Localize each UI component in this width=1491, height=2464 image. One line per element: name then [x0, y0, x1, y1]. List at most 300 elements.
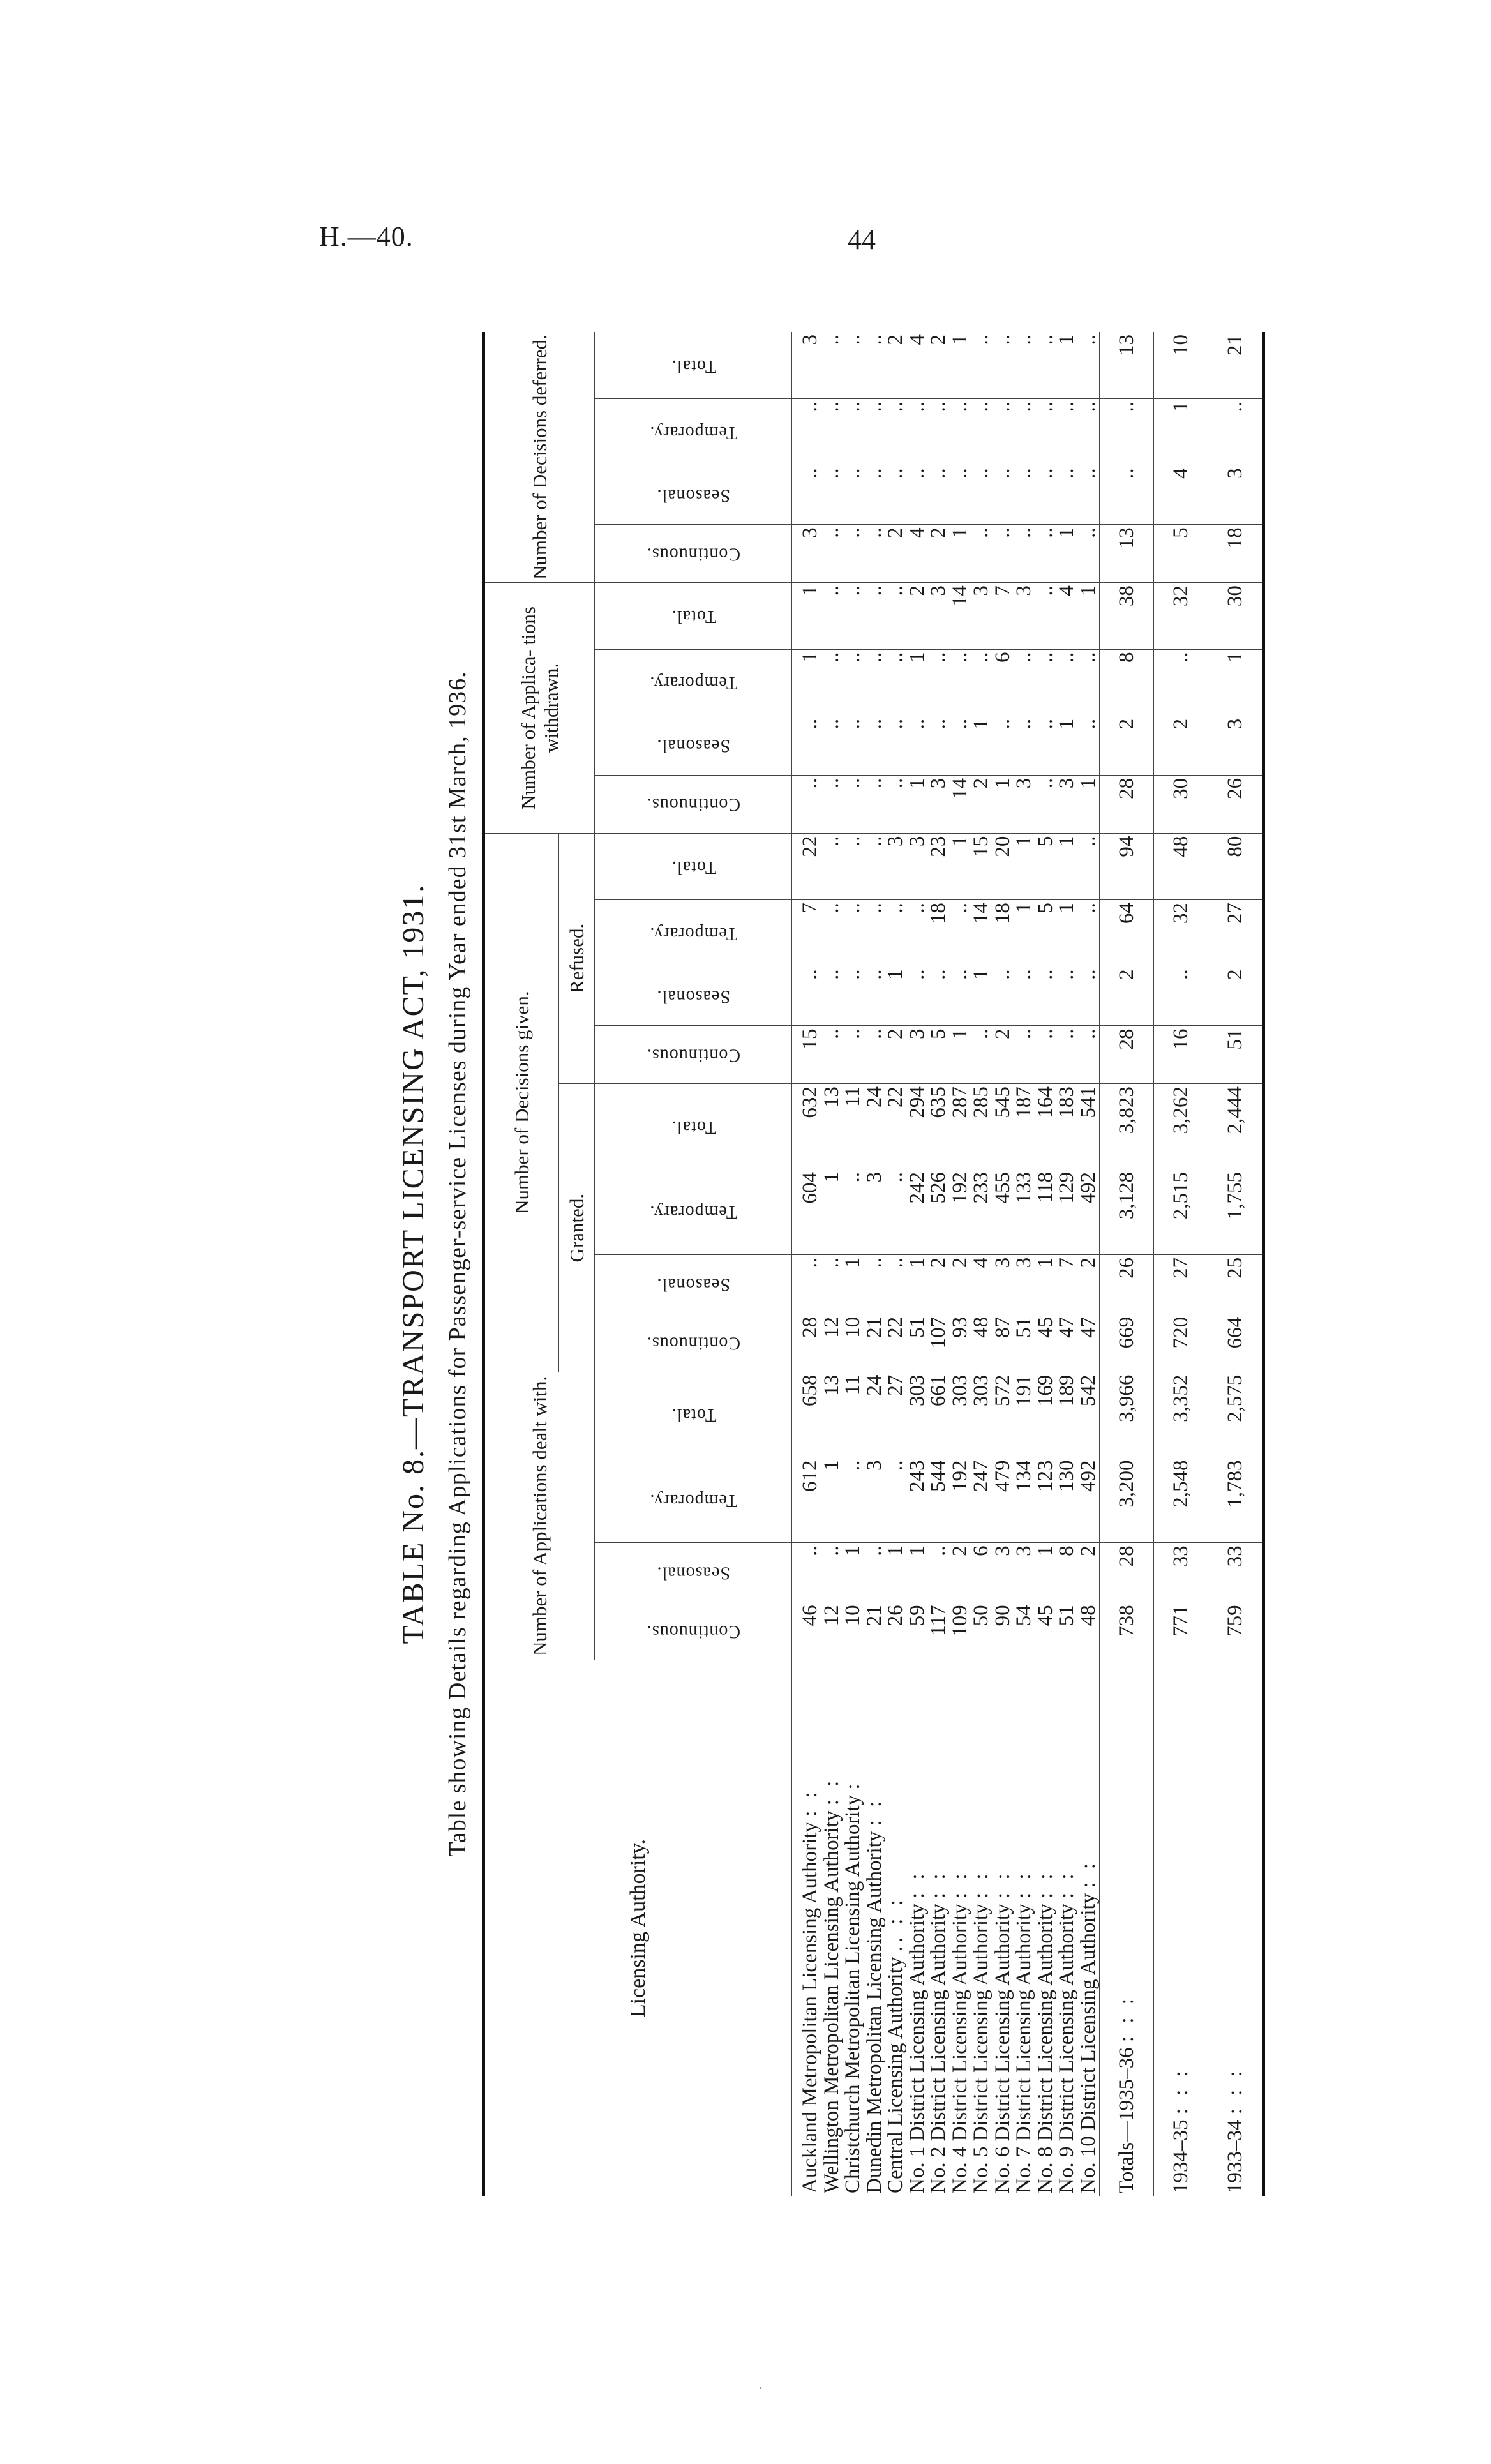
value-cell: 1 — [993, 775, 1014, 833]
value-cell: .. — [950, 966, 971, 1026]
value-cell: 3,352 — [1154, 1372, 1208, 1457]
value-cell: 25 — [1208, 1254, 1264, 1314]
authority-name: No. 6 District Licensing Authority — [991, 1904, 1014, 2193]
value-cell: .. — [971, 332, 993, 399]
value-cell: 7 — [792, 900, 821, 966]
value-cell: 130 — [1056, 1457, 1078, 1543]
value-cell: 107 — [928, 1314, 950, 1372]
value-cell: 3 — [1208, 465, 1264, 525]
authority-name-cell — [1208, 1660, 1264, 2196]
value-cell: .. — [1208, 399, 1264, 465]
value-cell: .. — [821, 900, 843, 966]
value-cell: 4 — [1154, 465, 1208, 525]
authority-name-cell — [950, 1660, 971, 2196]
rotated-table-block — [396, 332, 1334, 2196]
value-cell: .. — [1078, 966, 1100, 1026]
value-cell: 27 — [1208, 900, 1264, 966]
value-cell: 21 — [864, 1314, 886, 1372]
value-cell: 2 — [1100, 716, 1154, 775]
value-cell: .. — [928, 966, 950, 1026]
value-cell: .. — [821, 1026, 843, 1084]
leader-dots: : : — [948, 1870, 971, 1899]
value-cell: 13 — [821, 1372, 843, 1457]
value-cell: 8 — [1056, 1543, 1078, 1602]
authority-name-cell — [1154, 1660, 1208, 2196]
header-granted: Granted. — [559, 1084, 595, 1372]
value-cell: .. — [843, 649, 864, 716]
value-cell: 3 — [1014, 583, 1035, 649]
value-cell: 1 — [1078, 775, 1100, 833]
table-row — [993, 332, 1014, 2196]
value-cell: 759 — [1208, 1602, 1264, 1660]
value-cell: .. — [950, 900, 971, 966]
value-cell: 2,575 — [1208, 1372, 1264, 1457]
value-cell: .. — [1056, 465, 1078, 525]
leader-dots: : : — [1076, 1859, 1100, 1888]
header-licensing-authority: Licensing Authority. — [484, 1660, 792, 2196]
value-cell: .. — [864, 775, 886, 833]
authority-name-cell — [993, 1660, 1014, 2196]
value-cell: 3 — [1014, 775, 1035, 833]
value-cell: 87 — [993, 1314, 1014, 1372]
value-cell: 3 — [928, 583, 950, 649]
value-cell: .. — [792, 775, 821, 833]
value-cell: 2 — [950, 1254, 971, 1314]
authority-name: No. 9 District Licensing Authority — [1055, 1904, 1078, 2193]
value-cell: 4 — [1056, 583, 1078, 649]
value-cell: .. — [864, 966, 886, 1026]
value-cell: 3 — [1056, 775, 1078, 833]
value-cell: 2 — [928, 525, 950, 583]
value-cell: .. — [821, 649, 843, 716]
value-cell: 90 — [993, 1602, 1014, 1660]
table-row — [1035, 332, 1057, 2196]
value-cell: 3 — [1014, 1254, 1035, 1314]
value-cell: .. — [907, 399, 929, 465]
value-cell: 1 — [792, 583, 821, 649]
value-cell: 48 — [1154, 833, 1208, 899]
table-row — [1056, 332, 1078, 2196]
value-cell: 1 — [1056, 900, 1078, 966]
value-cell: .. — [1014, 649, 1035, 716]
value-cell: 3,128 — [1100, 1169, 1154, 1255]
value-cell: 12 — [821, 1314, 843, 1372]
value-cell: 242 — [907, 1169, 929, 1255]
authority-name-cell — [1100, 1660, 1154, 2196]
value-cell: .. — [821, 775, 843, 833]
value-cell: 1 — [1014, 833, 1035, 899]
value-cell: .. — [1014, 966, 1035, 1026]
value-cell: 33 — [1154, 1543, 1208, 1602]
value-cell: 13 — [1100, 525, 1154, 583]
value-cell: 303 — [971, 1372, 993, 1457]
value-cell: 303 — [950, 1372, 971, 1457]
value-cell: 738 — [1100, 1602, 1154, 1660]
value-cell: .. — [885, 399, 907, 465]
value-cell: .. — [1078, 1026, 1100, 1084]
value-cell: 26 — [1100, 1254, 1154, 1314]
authority-name: Christchurch Metropolitan Licensing Authority — [841, 1794, 864, 2193]
value-cell: 47 — [1078, 1314, 1100, 1372]
value-cell: .. — [907, 465, 929, 525]
value-cell: .. — [864, 900, 886, 966]
value-cell: 22 — [792, 833, 821, 899]
value-cell: 492 — [1078, 1169, 1100, 1255]
value-cell: 24 — [864, 1372, 886, 1457]
authority-name: Auckland Metropolitan Licensing Authority — [798, 1822, 821, 2193]
value-cell: 2 — [993, 1026, 1014, 1084]
value-cell: 32 — [1154, 583, 1208, 649]
value-cell: .. — [843, 900, 864, 966]
value-cell: .. — [792, 1254, 821, 1314]
value-cell: 771 — [1154, 1602, 1208, 1660]
value-cell: 10 — [1154, 332, 1208, 399]
value-cell: 661 — [928, 1372, 950, 1457]
authority-name-cell — [1056, 1660, 1078, 2196]
value-cell: 134 — [1014, 1457, 1035, 1543]
header-total: Total. — [595, 583, 792, 649]
value-cell: 14 — [950, 775, 971, 833]
value-cell: 3 — [993, 1543, 1014, 1602]
value-cell: .. — [864, 525, 886, 583]
value-cell: .. — [1078, 900, 1100, 966]
header-temporary: Temporary. — [595, 649, 792, 716]
value-cell: .. — [993, 525, 1014, 583]
value-cell: 191 — [1014, 1372, 1035, 1457]
value-cell: 16 — [1154, 1026, 1208, 1084]
value-cell: .. — [864, 649, 886, 716]
value-cell: .. — [1035, 465, 1057, 525]
value-cell: 48 — [971, 1314, 993, 1372]
value-cell: .. — [843, 465, 864, 525]
value-cell: .. — [792, 1543, 821, 1602]
authority-name: Totals—1935–36 — [1115, 2047, 1138, 2193]
value-cell: 51 — [1208, 1026, 1264, 1084]
value-cell: .. — [1014, 1026, 1035, 1084]
value-cell: .. — [792, 465, 821, 525]
value-cell: .. — [864, 399, 886, 465]
table-subtitle: Table showing Details regarding Applications for Passenger-service Licenses during Year ended 31st March, 1936. — [444, 671, 471, 1857]
table-row — [843, 332, 864, 2196]
authority-name: No. 1 District Licensing Authority — [905, 1904, 929, 2193]
value-cell: 21 — [864, 1602, 886, 1660]
value-cell: .. — [843, 399, 864, 465]
value-cell: 1 — [1014, 900, 1035, 966]
value-cell: .. — [843, 966, 864, 1026]
leader-dots: : : : — [1224, 2067, 1247, 2115]
value-cell: .. — [1014, 465, 1035, 525]
value-cell: 21 — [1208, 332, 1264, 399]
value-cell: 243 — [907, 1457, 929, 1543]
value-cell: 18 — [993, 900, 1014, 966]
leader-dots: : : — [970, 1870, 993, 1899]
value-cell: 664 — [1208, 1314, 1264, 1372]
value-cell: 1 — [843, 1254, 864, 1314]
value-cell: 1 — [1056, 833, 1078, 899]
value-cell: .. — [821, 399, 843, 465]
value-cell: 1 — [907, 649, 929, 716]
value-cell: 572 — [993, 1372, 1014, 1457]
value-cell: 3 — [885, 833, 907, 899]
value-cell: 12 — [821, 1602, 843, 1660]
value-cell: 2,444 — [1208, 1084, 1264, 1169]
value-cell: 47 — [1056, 1314, 1078, 1372]
totals-row — [1100, 332, 1154, 2196]
value-cell: 1 — [792, 649, 821, 716]
value-cell: 5 — [1035, 833, 1057, 899]
value-cell: .. — [928, 649, 950, 716]
value-cell: 1 — [821, 1457, 843, 1543]
header-deferred: Number of Decisions deferred. — [484, 332, 595, 583]
authority-name: No. 4 District Licensing Authority — [948, 1904, 971, 2193]
value-cell: 59 — [907, 1602, 929, 1660]
value-cell: .. — [1014, 399, 1035, 465]
value-cell: .. — [993, 966, 1014, 1026]
value-cell: .. — [821, 1543, 843, 1602]
authority-name: No. 5 District Licensing Authority — [970, 1904, 993, 2193]
value-cell: .. — [885, 775, 907, 833]
value-cell: 27 — [1154, 1254, 1208, 1314]
value-cell: 32 — [1154, 900, 1208, 966]
value-cell: 2 — [885, 525, 907, 583]
leader-dots: : — [841, 1780, 864, 1790]
value-cell: 1 — [971, 716, 993, 775]
value-cell: 1 — [821, 1169, 843, 1255]
value-cell: 3 — [1014, 1543, 1035, 1602]
value-cell: 2 — [950, 1543, 971, 1602]
value-cell: 2 — [1078, 1254, 1100, 1314]
authority-name: No. 7 District Licensing Authority — [1012, 1904, 1035, 2193]
value-cell: 133 — [1014, 1169, 1035, 1255]
value-cell: 93 — [950, 1314, 971, 1372]
value-cell: .. — [950, 649, 971, 716]
authority-name-cell — [885, 1660, 907, 2196]
value-cell: 2,515 — [1154, 1169, 1208, 1255]
value-cell: .. — [885, 1254, 907, 1314]
authority-name: Central Licensing Authority — [884, 1957, 907, 2193]
table-row — [907, 332, 929, 2196]
value-cell: 1 — [1056, 332, 1078, 399]
value-cell: .. — [928, 399, 950, 465]
value-cell: .. — [821, 465, 843, 525]
value-cell: 3 — [792, 525, 821, 583]
header-withdrawn: Number of Applica- tions withdrawn. — [484, 583, 595, 834]
value-cell: .. — [843, 833, 864, 899]
leader-dots: .. : : — [884, 1896, 907, 1952]
header-decisions: Number of Decisions given. — [484, 833, 559, 1372]
value-cell: .. — [1078, 833, 1100, 899]
value-cell: .. — [1078, 649, 1100, 716]
leader-dots: : : — [1012, 1870, 1035, 1899]
value-cell: .. — [1100, 465, 1154, 525]
value-cell: .. — [971, 399, 993, 465]
value-cell: .. — [821, 583, 843, 649]
value-cell: 3,262 — [1154, 1084, 1208, 1169]
value-cell: 632 — [792, 1084, 821, 1169]
value-cell: .. — [843, 332, 864, 399]
totals-row — [1208, 332, 1264, 2196]
authority-name-cell — [843, 1660, 864, 2196]
header-temporary: Temporary. — [595, 1169, 792, 1255]
value-cell: 54 — [1014, 1602, 1035, 1660]
value-cell: 1 — [843, 1543, 864, 1602]
table-row — [1078, 332, 1100, 2196]
value-cell: 117 — [928, 1602, 950, 1660]
value-cell: 28 — [1100, 775, 1154, 833]
value-cell: 2 — [907, 583, 929, 649]
value-cell: .. — [864, 833, 886, 899]
header-continuous: Continuous. — [595, 525, 792, 583]
leader-dots: : : — [1033, 1870, 1057, 1899]
value-cell: 15 — [971, 833, 993, 899]
value-cell: .. — [843, 775, 864, 833]
value-cell: 612 — [792, 1457, 821, 1543]
value-cell: 2 — [928, 1254, 950, 1314]
value-cell: .. — [792, 716, 821, 775]
value-cell: 3 — [792, 332, 821, 399]
value-cell: .. — [821, 966, 843, 1026]
authority-name: Wellington Metropolitan Licensing Authority — [820, 1810, 843, 2193]
header-total: Total. — [595, 1084, 792, 1169]
value-cell: 541 — [1078, 1084, 1100, 1169]
value-cell: 18 — [1208, 525, 1264, 583]
value-cell: 1,755 — [1208, 1169, 1264, 1255]
authority-name-cell — [1078, 1660, 1100, 2196]
value-cell: .. — [885, 1169, 907, 1255]
value-cell: 22 — [885, 1084, 907, 1169]
header-temporary: Temporary. — [595, 900, 792, 966]
table-row — [1014, 332, 1035, 2196]
value-cell: .. — [843, 525, 864, 583]
table-row — [971, 332, 993, 2196]
value-cell: 4 — [907, 332, 929, 399]
table-title: TABLE No. 8.—TRANSPORT LICENSING ACT, 1931. — [396, 883, 430, 1644]
header-seasonal: Seasonal. — [595, 465, 792, 525]
value-cell: .. — [885, 900, 907, 966]
value-cell: .. — [1056, 966, 1078, 1026]
value-cell: .. — [821, 833, 843, 899]
value-cell: 247 — [971, 1457, 993, 1543]
value-cell: 1 — [950, 525, 971, 583]
value-cell: 285 — [971, 1084, 993, 1169]
value-cell: .. — [821, 716, 843, 775]
value-cell: 28 — [1100, 1026, 1154, 1084]
value-cell: .. — [864, 583, 886, 649]
value-cell: 8 — [1100, 649, 1154, 716]
value-cell: 14 — [971, 900, 993, 966]
value-cell: 604 — [792, 1169, 821, 1255]
value-cell: .. — [993, 716, 1014, 775]
table-row — [792, 332, 821, 2196]
value-cell: 6 — [993, 649, 1014, 716]
value-cell: 2 — [1154, 716, 1208, 775]
value-cell: 94 — [1100, 833, 1154, 899]
value-cell: .. — [950, 399, 971, 465]
value-cell: .. — [792, 399, 821, 465]
value-cell: 51 — [907, 1314, 929, 1372]
value-cell: .. — [1035, 649, 1057, 716]
leader-dots: : : : — [1115, 1995, 1138, 2043]
value-cell: 3 — [971, 583, 993, 649]
header-total: Total. — [595, 332, 792, 399]
header-applications: Number of Applications dealt with. — [484, 1372, 595, 1660]
value-cell: 50 — [971, 1602, 993, 1660]
authority-name-cell — [1014, 1660, 1035, 2196]
value-cell: 2 — [885, 1026, 907, 1084]
table-row — [928, 332, 950, 2196]
value-cell: 189 — [1056, 1372, 1078, 1457]
value-cell: 192 — [950, 1169, 971, 1255]
value-cell: .. — [1056, 1026, 1078, 1084]
authority-name: No. 10 District Licensing Authority — [1076, 1893, 1100, 2193]
value-cell: .. — [885, 649, 907, 716]
leader-dots: : : : — [1169, 2067, 1192, 2115]
table-row — [864, 332, 886, 2196]
value-cell: 187 — [1014, 1084, 1035, 1169]
value-cell: 10 — [843, 1314, 864, 1372]
value-cell: 80 — [1208, 833, 1264, 899]
value-cell: 14 — [950, 583, 971, 649]
table-body — [792, 332, 1264, 2196]
value-cell: 3 — [1208, 716, 1264, 775]
value-cell: .. — [907, 716, 929, 775]
value-cell: 183 — [1056, 1084, 1078, 1169]
value-cell: .. — [1056, 399, 1078, 465]
value-cell: .. — [843, 716, 864, 775]
value-cell: .. — [993, 465, 1014, 525]
value-cell: 1 — [950, 332, 971, 399]
value-cell: 3 — [907, 1026, 929, 1084]
header-seasonal: Seasonal. — [595, 966, 792, 1026]
value-cell: .. — [1014, 525, 1035, 583]
value-cell: .. — [1035, 399, 1057, 465]
value-cell: .. — [1078, 399, 1100, 465]
value-cell: 2 — [1208, 966, 1264, 1026]
value-cell: 1 — [1035, 1543, 1057, 1602]
value-cell: .. — [885, 583, 907, 649]
value-cell: 22 — [885, 1314, 907, 1372]
value-cell: 635 — [928, 1084, 950, 1169]
value-cell: .. — [843, 583, 864, 649]
value-cell: .. — [907, 966, 929, 1026]
value-cell: 64 — [1100, 900, 1154, 966]
header-continuous: Continuous. — [595, 1026, 792, 1084]
value-cell: .. — [864, 1543, 886, 1602]
value-cell: 1 — [950, 1026, 971, 1084]
value-cell: .. — [971, 525, 993, 583]
value-cell: 542 — [1078, 1372, 1100, 1457]
value-cell: .. — [843, 1026, 864, 1084]
value-cell: 164 — [1035, 1084, 1057, 1169]
value-cell: 10 — [843, 1602, 864, 1660]
value-cell: .. — [1078, 332, 1100, 399]
value-cell: .. — [971, 649, 993, 716]
value-cell: .. — [1078, 465, 1100, 525]
value-cell: 109 — [950, 1602, 971, 1660]
value-cell: .. — [1035, 1026, 1057, 1084]
leader-dots: : : — [862, 1797, 886, 1826]
value-cell: 6 — [971, 1543, 993, 1602]
value-cell: 5 — [1154, 525, 1208, 583]
value-cell: .. — [950, 465, 971, 525]
authority-name-cell — [1035, 1660, 1057, 2196]
scan-speck — [760, 2387, 761, 2389]
header-total: Total. — [595, 833, 792, 899]
value-cell: 545 — [993, 1084, 1014, 1169]
header-continuous: Continuous. — [595, 1314, 792, 1372]
value-cell: 24 — [864, 1084, 886, 1169]
value-cell: 11 — [843, 1084, 864, 1169]
